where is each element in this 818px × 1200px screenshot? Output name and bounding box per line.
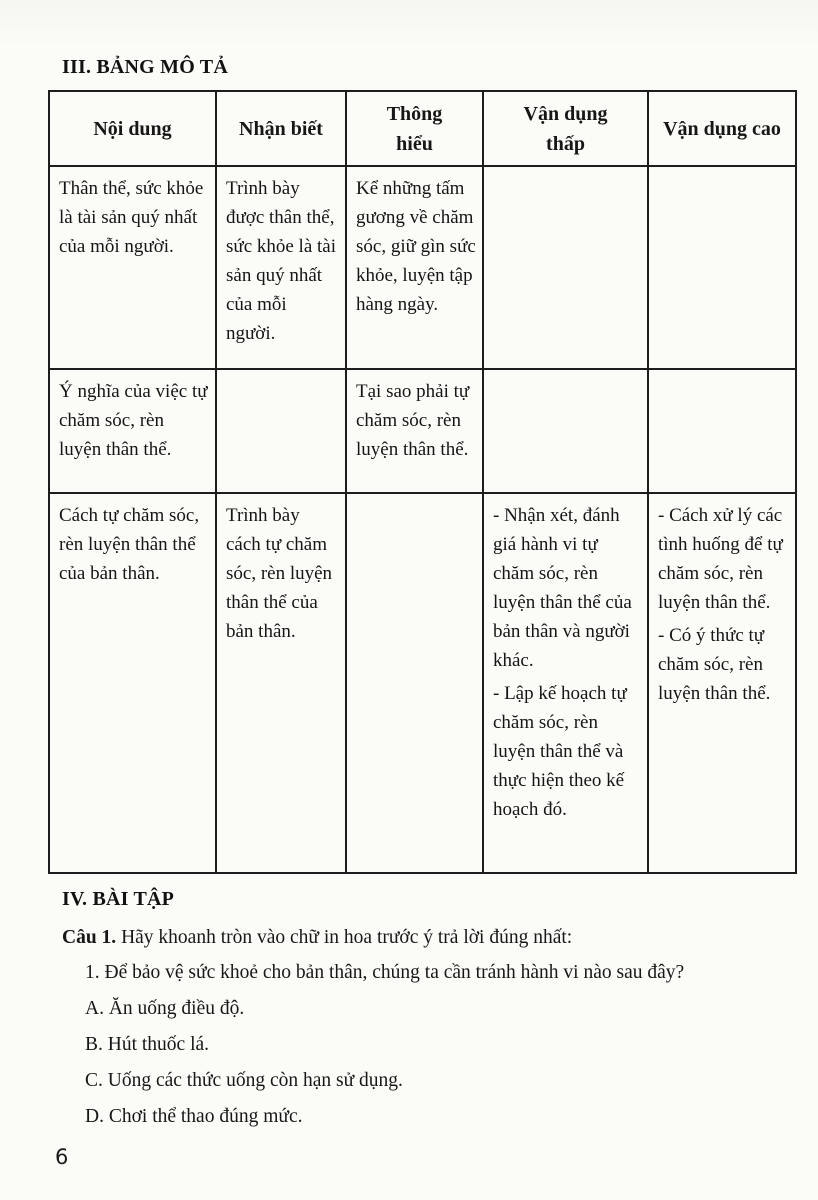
cell-text: Trình bày cách tự chăm sóc, rèn luyện thân thể của bản thân. <box>226 505 333 642</box>
cell-text: Ý nghĩa của việc tự chăm sóc, rèn luyện thân thể. <box>59 381 208 460</box>
question-1 <box>62 925 792 951</box>
option-a: A. Ăn uống điều độ. <box>85 998 245 1019</box>
cell-text: Tại sao phải tự chăm sóc, rèn luyện thân thể. <box>356 381 470 460</box>
table-cell <box>49 493 216 873</box>
section-3-title: III. BẢNG MÔ TẢ <box>62 56 228 78</box>
option-d: D. Chơi thể thao đúng mức. <box>85 1106 303 1127</box>
table-cell-empty <box>648 166 796 369</box>
description-table <box>48 90 797 874</box>
table-cell <box>346 166 483 369</box>
cell-text: Trình bày được thân thể, sức khỏe là tài sản quý nhất của mỗi người. <box>226 178 337 344</box>
cell-text: - Nhận xét, đánh giá hành vi tự chăm sóc, rèn luyện thân thể của bản thân và người khác. <box>493 505 632 671</box>
table-cell-empty <box>346 493 483 873</box>
question-1-text: Hãy khoanh tròn vào chữ in hoa trước ý trả lời đúng nhất: <box>121 927 573 948</box>
header-noi-dung: Nội dung <box>49 91 216 166</box>
table-row <box>49 166 796 369</box>
header-van-dung-thap: Vận dụng thấp <box>483 91 648 166</box>
page-number: 6 <box>55 1145 69 1169</box>
question-1-label: Câu 1. <box>62 927 117 948</box>
table-cell <box>483 493 648 873</box>
header-van-dung-cao: Vận dụng cao <box>648 91 796 166</box>
cell-text: Cách tự chăm sóc, rèn luyện thân thể của bản thân. <box>59 505 200 584</box>
table-row <box>49 493 796 873</box>
cell-text: Thân thể, sức khỏe là tài sản quý nhất của mỗi người. <box>59 178 204 257</box>
table-cell <box>216 166 346 369</box>
table-cell <box>49 369 216 493</box>
table-cell <box>648 493 796 873</box>
table-cell-empty <box>216 369 346 493</box>
section-4-exercises <box>62 886 792 1130</box>
cell-text: - Cách xử lý các tình huống để tự chăm sóc, rèn luyện thân thể. <box>658 505 783 613</box>
option-b: B. Hút thuốc lá. <box>85 1034 210 1055</box>
option-c: C. Uống các thức uống còn hạn sử dụng. <box>85 1070 403 1091</box>
table-row <box>49 369 796 493</box>
table-cell-empty <box>483 369 648 493</box>
header-thong-hieu: Thông hiểu <box>346 91 483 166</box>
table-cell-empty <box>648 369 796 493</box>
sub-question-1: 1. Để bảo vệ sức khoẻ cho bản thân, chúng ta cần tránh hành vi nào sau đây? <box>85 962 685 983</box>
cell-text: Kể những tấm gương về chăm sóc, giữ gìn sức khỏe, luyện tập hàng ngày. <box>356 178 476 315</box>
header-nhan-biet: Nhận biết <box>216 91 346 166</box>
cell-text: - Có ý thức tự chăm sóc, rèn luyện thân thể. <box>658 625 771 704</box>
table-cell <box>346 369 483 493</box>
cell-text: - Lập kế hoạch tự chăm sóc, rèn luyện thân thể và thực hiện theo kế hoạch đó. <box>493 683 627 820</box>
table-cell <box>49 166 216 369</box>
table-cell-empty <box>483 166 648 369</box>
table-cell <box>216 493 346 873</box>
table-header-row <box>49 91 796 166</box>
section-4-title: IV. BÀI TẬP <box>62 888 175 910</box>
